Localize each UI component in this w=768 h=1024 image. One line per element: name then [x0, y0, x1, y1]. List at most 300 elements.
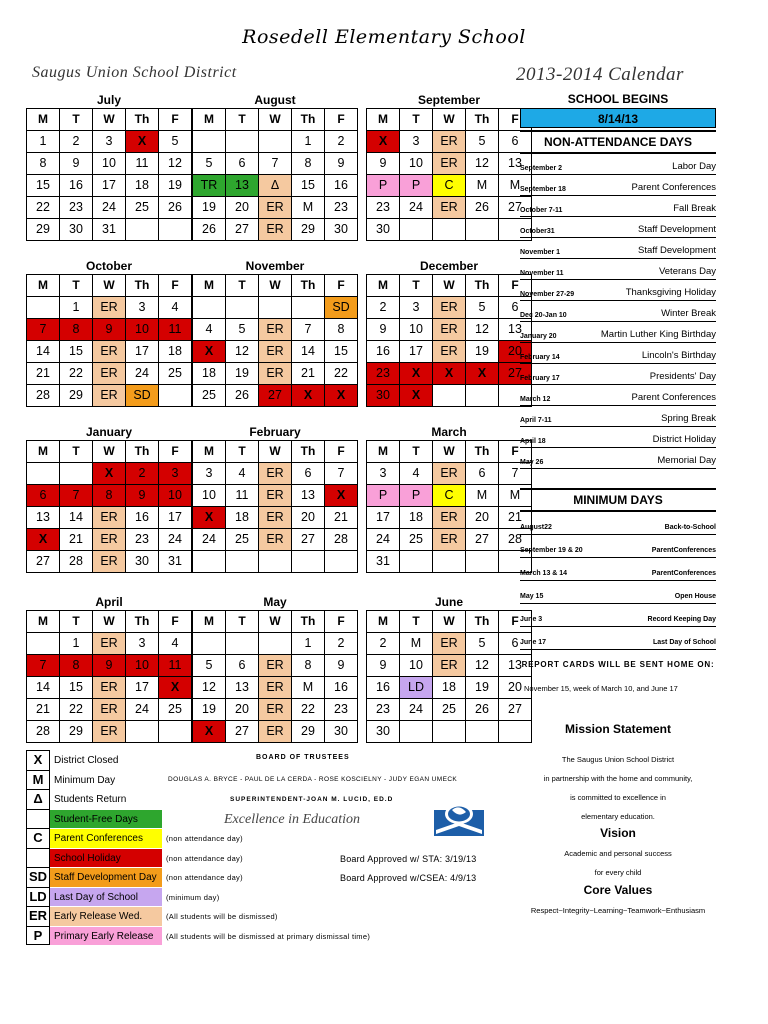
- event-name: Spring Break: [661, 413, 716, 424]
- event-name: Back-to-School: [664, 524, 716, 531]
- day-cell: 7: [325, 463, 358, 485]
- event-date: June 3: [520, 616, 543, 623]
- day-cell: 13: [226, 677, 259, 699]
- legend-row: [26, 867, 162, 887]
- day-cell: 14: [60, 507, 93, 529]
- day-cell: 4: [400, 463, 433, 485]
- day-cell: [433, 385, 466, 407]
- day-cell: 2: [60, 131, 93, 153]
- day-cell: 17: [367, 507, 400, 529]
- day-cell: P: [400, 175, 433, 197]
- day-cell: 13: [292, 485, 325, 507]
- day-cell: 19: [466, 341, 499, 363]
- day-cell: 11: [159, 319, 192, 341]
- day-cell: [193, 131, 226, 153]
- day-cell: 24: [126, 363, 159, 385]
- day-cell: 2: [367, 297, 400, 319]
- non-attendance-heading: NON-ATTENDANCE DAYS: [520, 130, 716, 154]
- day-cell: 15: [292, 175, 325, 197]
- day-cell: 8: [93, 485, 126, 507]
- day-cell: 25: [400, 529, 433, 551]
- day-cell: C: [433, 485, 466, 507]
- day-cell: 27: [259, 385, 292, 407]
- day-cell: 22: [60, 363, 93, 385]
- minimum-days-heading: MINIMUM DAYS: [520, 488, 716, 512]
- day-cell: 23: [126, 529, 159, 551]
- day-cell: 20: [499, 341, 532, 363]
- day-cell: 9: [367, 319, 400, 341]
- day-cell: [226, 131, 259, 153]
- day-cell: 29: [292, 219, 325, 241]
- day-cell: 5: [193, 153, 226, 175]
- day-cell: 6: [292, 463, 325, 485]
- minimum-day-row: [520, 581, 716, 604]
- day-cell: 12: [466, 655, 499, 677]
- day-cell: 3: [400, 131, 433, 153]
- day-cell: ER: [259, 463, 292, 485]
- day-cell: 17: [159, 507, 192, 529]
- event-date: September 18: [520, 186, 566, 193]
- day-cell: 10: [400, 153, 433, 175]
- day-cell: 21: [499, 507, 532, 529]
- day-cell: [226, 633, 259, 655]
- day-cell: 24: [367, 529, 400, 551]
- weekday-header: F: [325, 441, 358, 463]
- day-cell: 15: [60, 341, 93, 363]
- minimum-day-row: [520, 512, 716, 535]
- day-cell: [226, 551, 259, 573]
- day-cell: 19: [466, 677, 499, 699]
- non-attendance-list: [520, 154, 716, 469]
- day-cell: [259, 297, 292, 319]
- day-cell: 12: [193, 677, 226, 699]
- weekday-header: F: [325, 275, 358, 297]
- day-cell: 11: [159, 655, 192, 677]
- month-name: May: [263, 595, 287, 609]
- day-cell: 9: [126, 485, 159, 507]
- day-cell: ER: [259, 721, 292, 743]
- legend-row: [26, 887, 162, 907]
- day-cell: 17: [400, 341, 433, 363]
- weekday-header: Th: [292, 109, 325, 131]
- day-cell: 18: [226, 507, 259, 529]
- non-attendance-row: [520, 385, 716, 406]
- day-cell: 21: [60, 529, 93, 551]
- day-cell: 21: [27, 363, 60, 385]
- non-attendance-row: [520, 343, 716, 364]
- event-name: Open House: [674, 593, 716, 600]
- weekday-header: W: [259, 441, 292, 463]
- day-cell: M: [499, 175, 532, 197]
- day-cell: [27, 297, 60, 319]
- day-cell: 13: [499, 319, 532, 341]
- day-cell: 2: [126, 463, 159, 485]
- day-cell: 23: [325, 197, 358, 219]
- core-values-text: Respect~Integrity~Learning~Teamwork~Enthusiasm: [530, 906, 706, 915]
- day-cell: 23: [60, 197, 93, 219]
- month-october: [26, 258, 192, 407]
- legend-symbol: SD: [26, 867, 50, 887]
- day-cell: 29: [60, 385, 93, 407]
- event-date: November 27-29: [520, 291, 575, 298]
- day-cell: 27: [226, 721, 259, 743]
- legend-label: Student-Free Days: [50, 809, 162, 829]
- legend-label: District Closed: [50, 750, 162, 770]
- mission-title: Mission Statement: [564, 722, 672, 736]
- day-cell: 1: [292, 131, 325, 153]
- legend-symbol: M: [26, 770, 50, 790]
- day-cell: 7: [60, 485, 93, 507]
- legend-symbol: [26, 809, 50, 829]
- day-cell: 10: [193, 485, 226, 507]
- legend-row: [26, 848, 162, 868]
- day-cell: 16: [60, 175, 93, 197]
- month-name: September: [417, 93, 481, 107]
- legend-row: [26, 789, 162, 809]
- day-cell: ER: [93, 363, 126, 385]
- day-cell: [159, 385, 192, 407]
- mission-line: is committed to excellence in: [570, 793, 666, 802]
- day-cell: 28: [27, 385, 60, 407]
- day-cell: [27, 463, 60, 485]
- day-cell: 24: [93, 197, 126, 219]
- event-name: Parent Conferences: [631, 182, 716, 193]
- month-july: [26, 92, 192, 241]
- day-cell: [159, 219, 192, 241]
- day-cell: M: [292, 677, 325, 699]
- day-cell: 27: [292, 529, 325, 551]
- day-cell: [259, 633, 292, 655]
- month-grid: [26, 274, 192, 407]
- weekday-header: Th: [126, 275, 159, 297]
- day-cell: 25: [193, 385, 226, 407]
- day-cell: [466, 551, 499, 573]
- day-cell: 31: [159, 551, 192, 573]
- day-cell: 3: [126, 633, 159, 655]
- day-cell: X: [400, 363, 433, 385]
- legend-note: (non attendance day): [166, 873, 243, 882]
- weekday-header: Th: [466, 611, 499, 633]
- day-cell: [27, 633, 60, 655]
- day-cell: ER: [93, 341, 126, 363]
- weekday-header: M: [27, 275, 60, 297]
- day-cell: 30: [325, 219, 358, 241]
- day-cell: [292, 297, 325, 319]
- school-begins-heading: SCHOOL BEGINS: [567, 92, 669, 106]
- day-cell: 22: [325, 363, 358, 385]
- day-cell: 5: [159, 131, 192, 153]
- day-cell: 24: [193, 529, 226, 551]
- day-cell: 14: [292, 341, 325, 363]
- day-cell: 17: [126, 677, 159, 699]
- day-cell: 5: [226, 319, 259, 341]
- day-cell: 9: [367, 655, 400, 677]
- day-cell: 18: [126, 175, 159, 197]
- month-january: [26, 424, 192, 573]
- weekday-header: F: [499, 275, 532, 297]
- day-cell: 8: [60, 655, 93, 677]
- day-cell: 8: [27, 153, 60, 175]
- day-cell: 30: [367, 219, 400, 241]
- day-cell: 15: [27, 175, 60, 197]
- weekday-header: Th: [292, 441, 325, 463]
- day-cell: M: [400, 633, 433, 655]
- district-name: Saugus Union School District: [32, 64, 237, 81]
- non-attendance-row: [520, 196, 716, 217]
- day-cell: X: [466, 363, 499, 385]
- day-cell: 6: [499, 131, 532, 153]
- legend-symbol: ER: [26, 906, 50, 926]
- day-cell: 16: [325, 677, 358, 699]
- day-cell: 11: [226, 485, 259, 507]
- non-attendance-row: [520, 322, 716, 343]
- day-cell: ER: [93, 721, 126, 743]
- day-cell: 12: [466, 319, 499, 341]
- month-february: [192, 424, 358, 573]
- event-date: June 17: [520, 639, 547, 646]
- day-cell: 27: [27, 551, 60, 573]
- day-cell: 7: [27, 319, 60, 341]
- legend-symbol: [26, 848, 50, 868]
- vision-text-2: for every child: [594, 868, 642, 877]
- event-date: May 26: [520, 459, 544, 466]
- day-cell: ER: [259, 699, 292, 721]
- day-cell: 8: [60, 319, 93, 341]
- day-cell: ER: [433, 529, 466, 551]
- weekday-header: F: [159, 109, 192, 131]
- day-cell: 23: [367, 699, 400, 721]
- board-members: DOUGLAS A. BRYCE - PAUL DE LA CERDA - ROSE KOSCIELNY - JUDY EGAN UMECK: [168, 776, 458, 783]
- day-cell: 26: [466, 699, 499, 721]
- legend-label: School Holiday: [50, 848, 162, 868]
- event-date: February 14: [520, 354, 560, 361]
- legend-note: (non attendance day): [166, 853, 243, 863]
- day-cell: 8: [292, 655, 325, 677]
- event-date: April 7-11: [520, 417, 552, 424]
- weekday-header: M: [367, 611, 400, 633]
- weekday-header: M: [193, 611, 226, 633]
- day-cell: ER: [433, 463, 466, 485]
- day-cell: 3: [126, 297, 159, 319]
- day-cell: [433, 551, 466, 573]
- weekday-header: M: [193, 275, 226, 297]
- day-cell: 23: [367, 197, 400, 219]
- day-cell: 8: [292, 153, 325, 175]
- month-june: [366, 594, 532, 743]
- day-cell: 20: [499, 677, 532, 699]
- board-title: BOARD OF TRUSTEES: [256, 754, 350, 761]
- legend: [26, 750, 162, 945]
- mission-line: The Saugus Union School District: [561, 755, 675, 764]
- day-cell: 23: [367, 363, 400, 385]
- day-cell: X: [400, 385, 433, 407]
- day-cell: 10: [400, 655, 433, 677]
- day-cell: [466, 721, 499, 743]
- day-cell: 13: [499, 655, 532, 677]
- day-cell: ER: [93, 529, 126, 551]
- legend-label: Students Return: [50, 789, 162, 809]
- legend-label: Primary Early Release: [50, 926, 162, 946]
- month-grid: [192, 610, 358, 743]
- month-april: [26, 594, 192, 743]
- weekday-header: Th: [292, 611, 325, 633]
- month-name: December: [419, 259, 479, 273]
- day-cell: Δ: [259, 175, 292, 197]
- weekday-header: T: [400, 611, 433, 633]
- month-name: June: [434, 595, 463, 609]
- day-cell: X: [93, 463, 126, 485]
- weekday-header: Th: [126, 109, 159, 131]
- day-cell: C: [433, 175, 466, 197]
- day-cell: X: [159, 677, 192, 699]
- event-name: Martin Luther King Birthday: [600, 329, 716, 340]
- day-cell: 17: [126, 341, 159, 363]
- weekday-header: T: [400, 441, 433, 463]
- weekday-header: T: [400, 109, 433, 131]
- day-cell: [226, 297, 259, 319]
- day-cell: 30: [367, 385, 400, 407]
- right-panel: [520, 92, 716, 650]
- day-cell: 1: [60, 633, 93, 655]
- day-cell: 23: [325, 699, 358, 721]
- weekday-header: T: [60, 109, 93, 131]
- month-grid: [192, 274, 358, 407]
- day-cell: 31: [93, 219, 126, 241]
- superintendent: SUPERINTENDENT-JOAN M. LUCID, ED.D: [230, 796, 394, 803]
- day-cell: 28: [325, 529, 358, 551]
- day-cell: M: [466, 485, 499, 507]
- day-cell: 20: [226, 699, 259, 721]
- weekday-header: W: [93, 109, 126, 131]
- day-cell: [400, 219, 433, 241]
- day-cell: 15: [325, 341, 358, 363]
- legend-row: [26, 906, 162, 926]
- day-cell: ER: [93, 677, 126, 699]
- core-values-title: Core Values: [583, 883, 653, 897]
- non-attendance-row: [520, 280, 716, 301]
- month-name: August: [254, 93, 296, 107]
- day-cell: 29: [27, 219, 60, 241]
- event-date: October31: [520, 228, 555, 235]
- legend-note: (non attendance day): [166, 834, 243, 843]
- day-cell: ER: [259, 341, 292, 363]
- day-cell: X: [193, 507, 226, 529]
- day-cell: X: [193, 341, 226, 363]
- day-cell: [259, 551, 292, 573]
- non-attendance-row: [520, 427, 716, 448]
- legend-row: [26, 926, 162, 946]
- day-cell: X: [367, 131, 400, 153]
- day-cell: ER: [93, 699, 126, 721]
- event-date: April 18: [520, 438, 546, 445]
- day-cell: 17: [93, 175, 126, 197]
- day-cell: [466, 219, 499, 241]
- event-date: November 11: [520, 270, 564, 277]
- day-cell: 30: [367, 721, 400, 743]
- minimum-day-row: [520, 535, 716, 558]
- day-cell: 18: [433, 677, 466, 699]
- event-name: ParentConferences: [651, 547, 716, 554]
- day-cell: ER: [259, 219, 292, 241]
- day-cell: 16: [367, 677, 400, 699]
- day-cell: X: [27, 529, 60, 551]
- weekday-header: Th: [466, 275, 499, 297]
- legend-row: [26, 828, 162, 848]
- day-cell: [193, 551, 226, 573]
- day-cell: 10: [93, 153, 126, 175]
- day-cell: P: [367, 175, 400, 197]
- day-cell: 21: [27, 699, 60, 721]
- report-cards-heading: REPORT CARDS WILL BE SENT HOME ON:: [521, 660, 715, 669]
- minimum-days-list: [520, 512, 716, 650]
- weekday-header: W: [259, 109, 292, 131]
- weekday-header: F: [499, 109, 532, 131]
- weekday-header: W: [259, 611, 292, 633]
- day-cell: 4: [159, 633, 192, 655]
- day-cell: [400, 721, 433, 743]
- day-cell: 20: [226, 197, 259, 219]
- day-cell: ER: [259, 677, 292, 699]
- legend-symbol: C: [26, 828, 50, 848]
- day-cell: 16: [367, 341, 400, 363]
- legend-label: Staff Development Day: [50, 867, 162, 887]
- day-cell: 9: [60, 153, 93, 175]
- day-cell: 6: [27, 485, 60, 507]
- weekday-header: Th: [466, 109, 499, 131]
- day-cell: ER: [433, 655, 466, 677]
- day-cell: 6: [226, 153, 259, 175]
- legend-row: [26, 750, 162, 770]
- day-cell: 22: [292, 699, 325, 721]
- day-cell: 24: [159, 529, 192, 551]
- weekday-header: W: [433, 109, 466, 131]
- weekday-header: M: [193, 441, 226, 463]
- non-attendance-row: [520, 154, 716, 175]
- day-cell: P: [367, 485, 400, 507]
- day-cell: 5: [466, 131, 499, 153]
- day-cell: 2: [367, 633, 400, 655]
- day-cell: 12: [159, 153, 192, 175]
- day-cell: X: [292, 385, 325, 407]
- legend-symbol: X: [26, 750, 50, 770]
- weekday-header: T: [60, 611, 93, 633]
- mission-section: [520, 722, 716, 920]
- weekday-header: W: [259, 275, 292, 297]
- day-cell: 30: [126, 551, 159, 573]
- day-cell: 24: [126, 699, 159, 721]
- day-cell: ER: [93, 297, 126, 319]
- weekday-header: T: [226, 611, 259, 633]
- day-cell: 13: [226, 175, 259, 197]
- day-cell: 25: [126, 197, 159, 219]
- school-title: Rosedell Elementary School: [242, 26, 526, 48]
- event-name: Veterans Day: [658, 266, 716, 277]
- day-cell: X: [126, 131, 159, 153]
- day-cell: 14: [27, 677, 60, 699]
- day-cell: 1: [27, 131, 60, 153]
- day-cell: P: [400, 485, 433, 507]
- legend-label: Early Release Wed.: [50, 906, 162, 926]
- day-cell: [126, 721, 159, 743]
- event-name: Winter Break: [661, 308, 716, 319]
- weekday-header: W: [433, 441, 466, 463]
- day-cell: 3: [367, 463, 400, 485]
- non-attendance-row: [520, 217, 716, 238]
- day-cell: 16: [325, 175, 358, 197]
- day-cell: 1: [60, 297, 93, 319]
- weekday-header: F: [159, 275, 192, 297]
- day-cell: X: [325, 385, 358, 407]
